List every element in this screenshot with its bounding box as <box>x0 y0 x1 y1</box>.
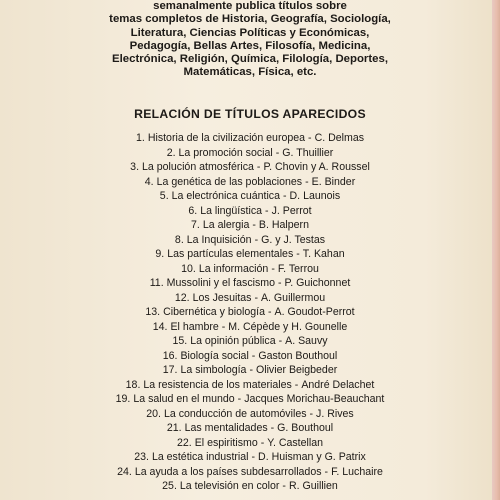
title-name: El espiritismo <box>194 436 258 449</box>
title-name: La conducción de automóviles <box>163 407 307 420</box>
title-author: Gaston Bouthoul <box>258 349 338 362</box>
title-entry <box>0 146 500 161</box>
title-name: Los Jesuitas <box>192 291 252 304</box>
title-author: D. Launois <box>289 190 341 202</box>
title-entry <box>0 204 500 219</box>
title-name: El hambre <box>170 320 219 333</box>
title-name: Historia de la civilización europea <box>147 132 306 144</box>
title-number: 6. <box>188 204 198 217</box>
title-author: P. Chovin y A. Roussel <box>263 161 370 173</box>
title-separator: - <box>237 393 242 405</box>
title-author: P. Guichonnet <box>284 277 351 289</box>
intro-line: semanalmente publica títulos sobre <box>153 0 347 12</box>
title-number: 5. <box>159 190 169 202</box>
title-separator: - <box>221 320 226 333</box>
title-author: M. Cépède y H. Gounelle <box>228 320 348 333</box>
intro-line: Electrónica, Religión, Química, Filología, Deportes, <box>112 53 388 66</box>
title-entry <box>0 363 500 378</box>
title-author: G. y J. Testas <box>261 233 326 246</box>
title-separator: - <box>251 349 256 362</box>
intro-line: Matemáticas, Física, etc. <box>183 66 317 79</box>
title-separator: - <box>324 465 329 478</box>
title-separator: - <box>260 436 265 449</box>
title-name: Las mentalidades <box>184 422 268 434</box>
title-separator: - <box>294 378 299 391</box>
title-author: Olivier Beigbeder <box>255 364 338 376</box>
title-number: 20. <box>146 407 161 420</box>
title-name: La televisión en color <box>179 480 280 492</box>
title-entry <box>0 465 500 480</box>
title-entry <box>0 276 500 291</box>
title-name: Las partículas elementales <box>167 248 294 260</box>
title-author: G. Bouthoul <box>277 422 334 434</box>
title-name: La genética de las poblaciones <box>156 175 303 188</box>
title-name: La opinión pública <box>190 335 276 347</box>
title-name: La resistencia de los materiales <box>143 378 292 391</box>
title-name: La lingüística <box>200 204 263 217</box>
title-entry <box>0 479 500 494</box>
title-author: T. Kahan <box>302 248 345 260</box>
title-name: La alergia <box>202 219 250 231</box>
title-entry <box>0 291 500 306</box>
title-author: Y. Castellan <box>267 436 324 449</box>
title-name: La información <box>198 262 269 275</box>
title-author: C. Delmas <box>314 132 365 144</box>
title-entry <box>0 305 500 320</box>
title-author: G. Thuillier <box>282 146 334 159</box>
title-entry <box>0 160 500 175</box>
intro-line: Pedagogía, Bellas Artes, Filosofía, Medicina, <box>129 39 371 52</box>
title-separator: - <box>265 204 269 217</box>
title-number: 21. <box>166 422 182 434</box>
title-number: 14. <box>152 320 168 333</box>
title-number: 19. <box>115 393 131 405</box>
title-name: La ayuda a los países subdesarrollados <box>134 465 322 478</box>
title-author: J. Rives <box>316 407 354 420</box>
title-entry <box>0 450 500 465</box>
intro-line: Literatura, Ciencias Políticas y Económicas, <box>130 26 370 39</box>
title-name: La electrónica cuántica <box>171 190 280 202</box>
title-number: 23. <box>134 451 149 463</box>
title-number: 15. <box>172 335 188 347</box>
title-author: A. Goudot-Perrot <box>274 306 355 318</box>
title-separator: - <box>278 335 283 347</box>
title-author: F. Terrou <box>277 262 319 275</box>
title-separator: - <box>252 219 256 231</box>
title-author: André Delachet <box>301 378 375 391</box>
title-number: 11. <box>149 277 164 289</box>
intro-paragraph <box>0 0 500 80</box>
title-number: 17. <box>162 364 178 376</box>
title-name: Biología social <box>180 349 249 362</box>
title-entry <box>0 131 500 146</box>
title-entry <box>0 436 500 451</box>
title-author: B. Halpern <box>258 219 309 231</box>
title-author: J. Perrot <box>271 204 312 217</box>
title-number: 25. <box>162 480 177 492</box>
title-separator: - <box>271 262 275 275</box>
title-separator: - <box>277 277 282 289</box>
title-number: 22. <box>176 436 192 449</box>
title-number: 8. <box>174 233 184 246</box>
title-number: 7. <box>191 219 200 231</box>
title-number: 4. <box>144 175 154 188</box>
title-author: A. Guillermou <box>260 291 326 304</box>
title-entry <box>0 233 500 248</box>
title-number: 1. <box>135 132 145 144</box>
title-separator: - <box>282 480 286 492</box>
title-entry <box>0 349 500 364</box>
title-separator: - <box>270 422 275 434</box>
title-separator: - <box>256 161 261 173</box>
title-number: 3. <box>130 161 140 173</box>
title-separator: - <box>308 132 312 144</box>
title-separator: - <box>305 175 309 188</box>
title-name: La estética industrial <box>151 451 249 463</box>
title-name: La polución atmosférica <box>142 161 254 173</box>
title-entry <box>0 175 500 190</box>
title-name: La promoción social <box>178 146 273 159</box>
title-number: 9. <box>155 248 165 260</box>
title-separator: - <box>254 291 258 304</box>
title-author: Jacques Morichau-Beauchant <box>244 393 385 405</box>
title-name: Cibernética y biología <box>163 306 265 318</box>
title-entry <box>0 247 500 262</box>
title-entry <box>0 189 500 204</box>
title-number: 13. <box>145 306 161 318</box>
title-separator: - <box>249 364 253 376</box>
title-entry <box>0 392 500 407</box>
title-entry <box>0 218 500 233</box>
title-entry <box>0 407 500 422</box>
title-separator: - <box>254 233 259 246</box>
title-separator: - <box>268 306 272 318</box>
title-number: 12. <box>174 291 190 304</box>
title-number: 24. <box>117 465 132 478</box>
title-author: F. Luchaire <box>331 465 383 478</box>
titles-list <box>0 131 500 494</box>
title-entry <box>0 262 500 277</box>
title-number: 10. <box>181 262 196 275</box>
title-entry <box>0 320 500 335</box>
title-separator: - <box>275 146 280 159</box>
title-entry <box>0 421 500 436</box>
title-separator: - <box>251 451 256 463</box>
title-author: A. Sauvy <box>285 335 328 347</box>
intro-line: temas completos de Historia, Geografía, Sociología, <box>109 13 391 26</box>
title-separator: - <box>296 248 300 260</box>
title-name: La salud en el mundo <box>133 393 235 405</box>
title-entry <box>0 378 500 393</box>
title-name: La Inquisición <box>186 233 252 246</box>
title-number: 18. <box>125 378 141 391</box>
title-separator: - <box>309 407 314 420</box>
title-number: 16. <box>162 349 178 362</box>
title-number: 2. <box>166 146 176 159</box>
title-separator: - <box>283 190 287 202</box>
section-title: RELACIÓN DE TÍTULOS APARECIDOS <box>134 107 366 121</box>
title-name: Mussolini y el fascismo <box>166 277 275 289</box>
title-author: E. Binder <box>311 175 356 188</box>
title-author: R. Guillien <box>288 480 338 492</box>
title-name: La simbología <box>180 364 247 376</box>
title-author: D. Huisman y G. Patrix <box>258 451 366 463</box>
title-entry <box>0 334 500 349</box>
